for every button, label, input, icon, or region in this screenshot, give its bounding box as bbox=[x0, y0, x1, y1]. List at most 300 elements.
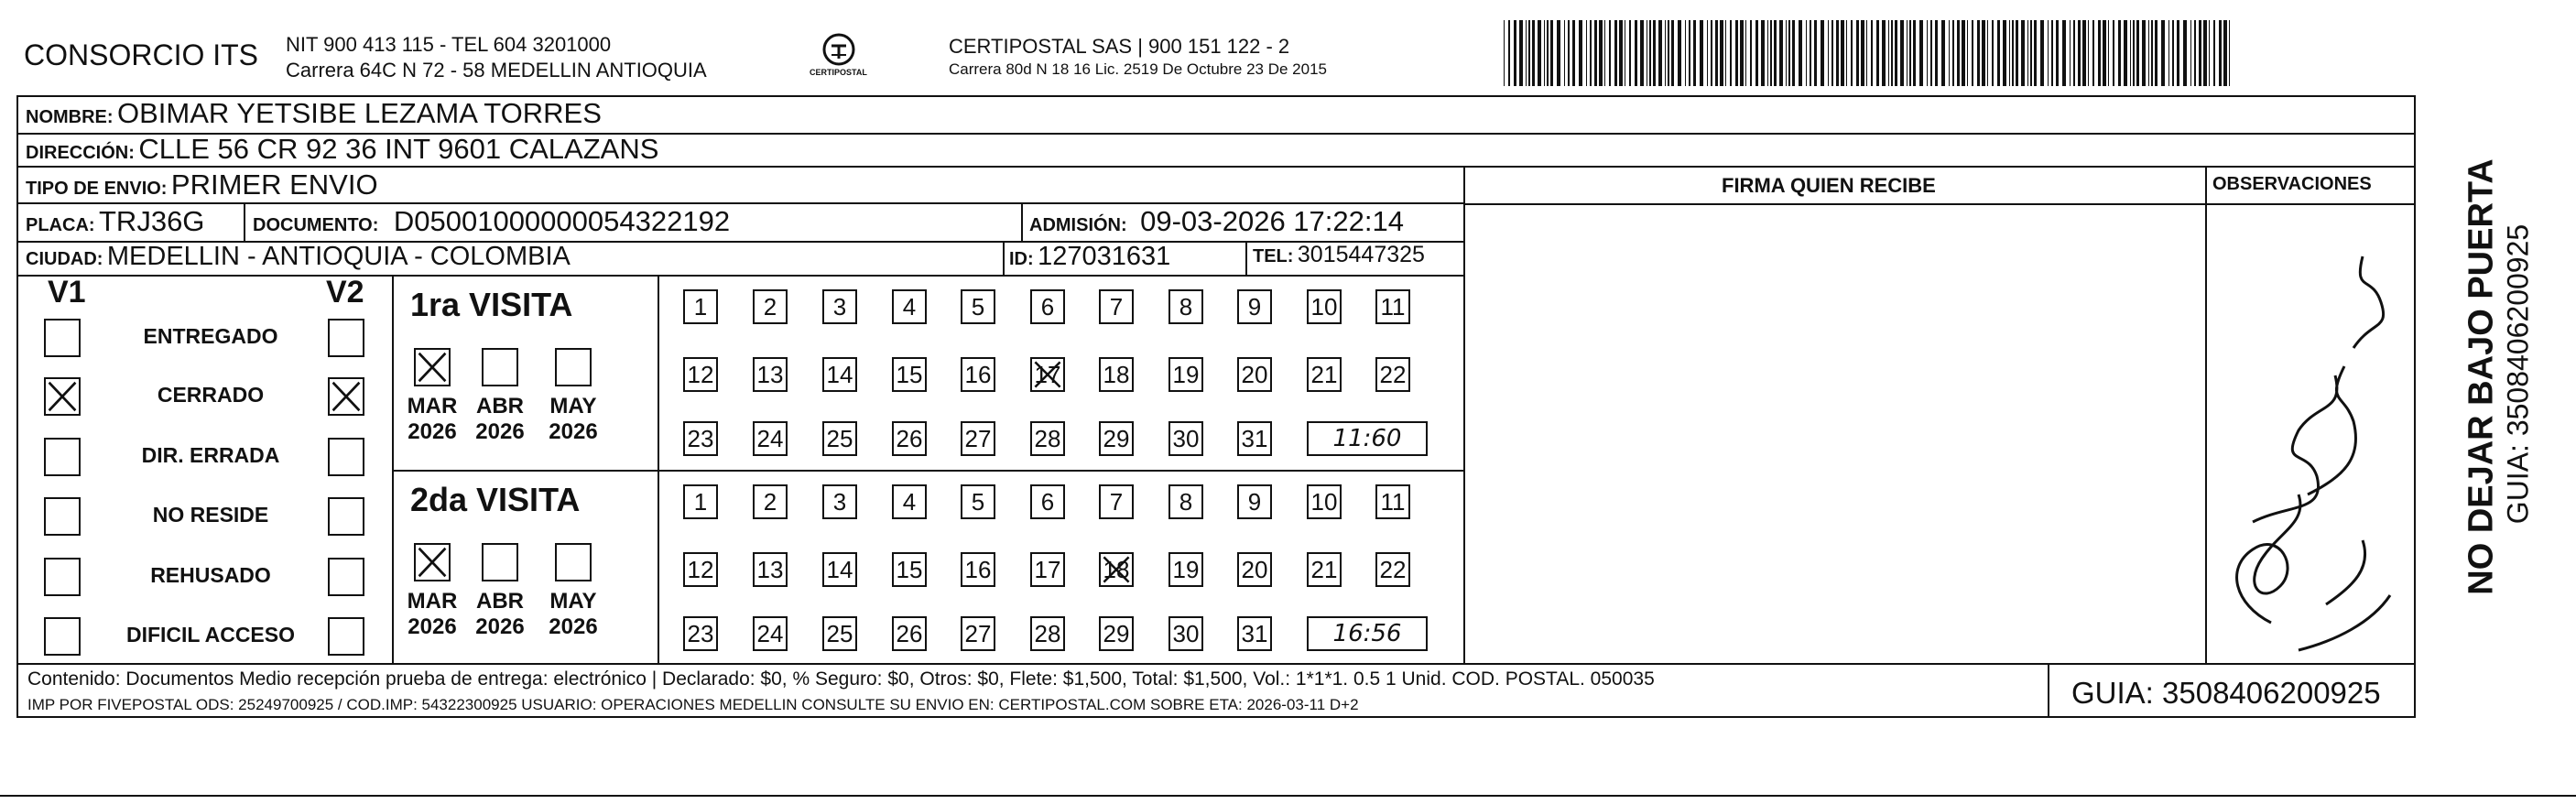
x-mark-icon bbox=[46, 379, 79, 414]
barcode-bar bbox=[1665, 20, 1666, 86]
day-box-25[interactable] bbox=[822, 421, 857, 456]
day-box-22[interactable] bbox=[1375, 552, 1410, 587]
day-box-4[interactable] bbox=[892, 289, 927, 324]
day-box-2[interactable] bbox=[753, 289, 788, 324]
barcode-bar bbox=[1700, 20, 1703, 86]
day-box-26[interactable] bbox=[892, 616, 927, 651]
day-box-22[interactable] bbox=[1375, 357, 1410, 392]
month-checkbox-may[interactable] bbox=[555, 348, 592, 386]
day-box-5[interactable] bbox=[961, 289, 995, 324]
day-box-24[interactable] bbox=[753, 616, 788, 651]
barcode-bar bbox=[1564, 20, 1565, 86]
month-label bbox=[546, 589, 601, 640]
barcode-bar bbox=[2219, 20, 2222, 86]
barcode-bar bbox=[2016, 20, 2018, 86]
day-number: 14 bbox=[826, 555, 853, 583]
barcode-bar bbox=[1949, 20, 1950, 86]
day-box-4[interactable] bbox=[892, 484, 927, 519]
barcode-bar bbox=[1876, 20, 1879, 86]
barcode-bar bbox=[2118, 20, 2121, 86]
day-number: 21 bbox=[1310, 555, 1338, 583]
day-number: 17 bbox=[1034, 555, 1061, 583]
tel-row bbox=[1253, 242, 1425, 268]
day-number: 5 bbox=[971, 292, 985, 321]
day-box-11[interactable] bbox=[1375, 484, 1410, 519]
id-value: 127031631 bbox=[1038, 242, 1171, 271]
barcode-bar bbox=[1836, 20, 1839, 86]
day-box-11[interactable] bbox=[1375, 289, 1410, 324]
day-box-6[interactable] bbox=[1030, 484, 1065, 519]
day-box-25[interactable] bbox=[822, 616, 857, 651]
day-number: 10 bbox=[1310, 487, 1338, 516]
barcode-bar bbox=[2136, 20, 2139, 86]
day-box-7[interactable] bbox=[1099, 289, 1134, 324]
day-box-12[interactable] bbox=[683, 552, 718, 587]
footer-line1: Contenido: Documentos Medio recepción prueba de entrega: electrónico | Declarado: $0, % Seguro: $0, Otros: $0, Flete: $1,500, Total: $1,500, Vol.: 1*1*1. 0.5 1 Unid. COD. POSTAL. 050035 bbox=[27, 668, 1655, 690]
day-box-31[interactable] bbox=[1237, 616, 1272, 651]
day-number: 2 bbox=[763, 487, 777, 516]
month-checkbox-may[interactable] bbox=[555, 543, 592, 581]
barcode-bar bbox=[1895, 20, 1897, 86]
barcode-bar bbox=[1579, 20, 1582, 86]
carrier-line2: Carrera 80d N 18 16 Lic. 2519 De Octubre 23 De 2015 bbox=[949, 60, 1327, 78]
day-box-3[interactable] bbox=[822, 289, 857, 324]
day-number: 9 bbox=[1247, 292, 1262, 321]
day-number: 29 bbox=[1103, 619, 1130, 647]
day-box-8[interactable] bbox=[1168, 289, 1203, 324]
x-mark-icon bbox=[1101, 554, 1132, 585]
day-box-8[interactable] bbox=[1168, 484, 1203, 519]
month-year: 2026 bbox=[475, 614, 525, 639]
barcode-bar bbox=[1586, 20, 1587, 86]
day-number: 16 bbox=[964, 555, 992, 583]
day-box-12[interactable] bbox=[683, 357, 718, 392]
barcode-bar bbox=[1629, 20, 1631, 86]
barcode-bar bbox=[1604, 20, 1605, 86]
observations-header: OBSERVACIONES bbox=[2212, 174, 2372, 194]
barcode-bar bbox=[2009, 20, 2010, 86]
month-checkbox-mar[interactable] bbox=[414, 543, 451, 581]
v2-checkbox-4[interactable] bbox=[328, 558, 364, 596]
barcode-bar bbox=[1590, 20, 1592, 86]
barcode-bar bbox=[1711, 20, 1712, 86]
month-year: 2026 bbox=[408, 419, 457, 444]
barcode-bar bbox=[2203, 20, 2207, 86]
address-row bbox=[26, 133, 658, 166]
day-box-26[interactable] bbox=[892, 421, 927, 456]
day-box-14[interactable] bbox=[822, 552, 857, 587]
day-number: 10 bbox=[1310, 292, 1338, 321]
barcode-bar bbox=[1557, 20, 1560, 86]
day-box-21[interactable] bbox=[1307, 552, 1342, 587]
barcode-bar bbox=[1640, 20, 1644, 86]
day-number: 8 bbox=[1179, 487, 1193, 516]
signature-area bbox=[2216, 220, 2408, 659]
day-box-19[interactable] bbox=[1168, 357, 1203, 392]
barcode-bar bbox=[2142, 20, 2146, 86]
v1-checkbox-2[interactable] bbox=[44, 438, 81, 476]
barcode-bar bbox=[1519, 20, 1523, 86]
day-box-5[interactable] bbox=[961, 484, 995, 519]
v2-checkbox-2[interactable] bbox=[328, 438, 364, 476]
day-number: 28 bbox=[1034, 619, 1061, 647]
month-name: MAY bbox=[549, 589, 597, 614]
barcode-bar bbox=[1685, 20, 1686, 86]
barcode-bar bbox=[2168, 20, 2169, 86]
day-number: 27 bbox=[964, 424, 992, 452]
day-box-28[interactable] bbox=[1030, 421, 1065, 456]
day-box-29[interactable] bbox=[1099, 421, 1134, 456]
day-box-18[interactable] bbox=[1099, 552, 1134, 587]
barcode-bar bbox=[1909, 20, 1911, 86]
barcode-bar bbox=[1977, 20, 1980, 86]
day-box-10[interactable] bbox=[1307, 289, 1342, 324]
month-label bbox=[405, 394, 460, 445]
barcode-bar bbox=[2034, 20, 2037, 86]
day-number: 26 bbox=[896, 619, 923, 647]
sender-name: CONSORCIO ITS bbox=[24, 38, 259, 71]
barcode-bar bbox=[1799, 20, 1802, 86]
v2-checkbox-3[interactable] bbox=[328, 497, 364, 536]
day-number: 2 bbox=[763, 292, 777, 321]
barcode-bar bbox=[2124, 20, 2127, 86]
barcode-bar bbox=[2194, 20, 2196, 86]
day-number: 11 bbox=[1380, 487, 1406, 516]
day-box-20[interactable] bbox=[1237, 357, 1272, 392]
day-number: 23 bbox=[687, 424, 714, 452]
day-number: 16 bbox=[964, 360, 992, 388]
status-label: REHUSADO bbox=[150, 563, 271, 587]
day-number: 5 bbox=[971, 487, 985, 516]
barcode-bar bbox=[2103, 20, 2106, 86]
barcode-bar bbox=[1671, 20, 1674, 86]
day-number: 1 bbox=[693, 487, 708, 516]
plate-value: TRJ36G bbox=[99, 205, 205, 237]
day-box-1[interactable] bbox=[683, 289, 718, 324]
barcode-bar bbox=[1532, 20, 1535, 86]
barcode-bar bbox=[1693, 20, 1696, 86]
recipient-name: OBIMAR YETSIBE LEZAMA TORRES bbox=[117, 97, 602, 129]
barcode-bar bbox=[2051, 20, 2053, 86]
barcode-bar bbox=[1987, 20, 1988, 86]
day-box-6[interactable] bbox=[1030, 289, 1065, 324]
barcode-bar bbox=[2161, 20, 2165, 86]
day-number: 31 bbox=[1241, 424, 1268, 452]
day-number: 30 bbox=[1172, 619, 1200, 647]
v2-checkbox-1[interactable] bbox=[328, 377, 364, 416]
month-checkbox-abr[interactable] bbox=[482, 348, 518, 386]
barcode-bar bbox=[1609, 20, 1611, 86]
day-box-17[interactable] bbox=[1030, 552, 1065, 587]
barcode-bar bbox=[1761, 20, 1765, 86]
barcode-bar bbox=[2148, 20, 2149, 86]
barcode-bar bbox=[1967, 20, 1968, 86]
day-box-13[interactable] bbox=[753, 552, 788, 587]
day-number: 18 bbox=[1103, 360, 1130, 388]
barcode-bar bbox=[1774, 20, 1777, 86]
barcode-bar bbox=[1992, 20, 1994, 86]
barcode-bar bbox=[1767, 20, 1768, 86]
barcode-bar bbox=[1900, 20, 1904, 86]
side-title: NO DEJAR BAJO PUERTA bbox=[2462, 158, 2501, 595]
barcode-bar bbox=[2092, 20, 2094, 86]
day-number: 9 bbox=[1247, 487, 1262, 516]
day-box-18[interactable] bbox=[1099, 357, 1134, 392]
barcode-bar bbox=[2213, 20, 2215, 86]
barcode-bar bbox=[1504, 20, 1505, 86]
day-number: 12 bbox=[687, 360, 714, 388]
barcode-bar bbox=[2108, 20, 2109, 86]
day-box-28[interactable] bbox=[1030, 616, 1065, 651]
barcode-bar bbox=[2190, 20, 2191, 86]
barcode-bar bbox=[1653, 20, 1656, 86]
barcode-bar bbox=[2177, 20, 2179, 86]
barcode-bar bbox=[2073, 20, 2075, 86]
day-number: 31 bbox=[1241, 619, 1268, 647]
day-box-23[interactable] bbox=[683, 616, 718, 651]
v2-checkbox-0[interactable] bbox=[328, 319, 364, 357]
name-label: NOMBRE: bbox=[26, 107, 114, 127]
barcode-bar bbox=[1882, 20, 1886, 86]
month-name: MAY bbox=[549, 394, 597, 418]
barcode-bar bbox=[1930, 20, 1932, 86]
shipment-type: PRIMER ENVIO bbox=[170, 168, 378, 201]
barcode-bar bbox=[1707, 20, 1708, 86]
day-number: 15 bbox=[896, 360, 923, 388]
day-box-16[interactable] bbox=[961, 552, 995, 587]
barcode-bar bbox=[1821, 20, 1824, 86]
day-number: 6 bbox=[1040, 292, 1055, 321]
time-box[interactable] bbox=[1307, 616, 1428, 651]
day-box-29[interactable] bbox=[1099, 616, 1134, 651]
status-label: NO RESIDE bbox=[152, 503, 269, 527]
day-number: 19 bbox=[1172, 555, 1200, 583]
day-box-1[interactable] bbox=[683, 484, 718, 519]
name-row bbox=[26, 97, 602, 130]
address-label: DIRECCIÓN: bbox=[26, 143, 135, 163]
barcode-bar bbox=[1715, 20, 1718, 86]
barcode-bar bbox=[2030, 20, 2032, 86]
day-box-31[interactable] bbox=[1237, 421, 1272, 456]
barcode-bar bbox=[1619, 20, 1623, 86]
day-number: 3 bbox=[832, 292, 847, 321]
barcode-bar bbox=[1788, 20, 1790, 86]
barcode-bar bbox=[1871, 20, 1873, 86]
day-box-19[interactable] bbox=[1168, 552, 1203, 587]
day-number: 6 bbox=[1040, 487, 1055, 516]
barcode-bar bbox=[1678, 20, 1681, 86]
barcode-bar bbox=[1831, 20, 1833, 86]
barcode-bar bbox=[1982, 20, 1985, 86]
barcode-bar bbox=[1649, 20, 1651, 86]
barcode-bar bbox=[2078, 20, 2081, 86]
day-number: 27 bbox=[964, 619, 992, 647]
month-checkbox-abr[interactable] bbox=[482, 543, 518, 581]
barcode-bar bbox=[1927, 20, 1928, 86]
v2-label: V2 bbox=[326, 275, 364, 310]
barcode-bar bbox=[1957, 20, 1960, 86]
barcode-bar bbox=[1735, 20, 1738, 86]
day-box-24[interactable] bbox=[753, 421, 788, 456]
visit-title: 2da VISITA bbox=[410, 481, 581, 518]
barcode-bar bbox=[2183, 20, 2187, 86]
v1-checkbox-3[interactable] bbox=[44, 497, 81, 536]
footer-guia: GUIA: 3508406200925 bbox=[2071, 676, 2381, 710]
barcode bbox=[1502, 20, 2234, 86]
barcode-bar bbox=[2199, 20, 2201, 86]
barcode-bar bbox=[1814, 20, 1817, 86]
barcode-bar bbox=[1635, 20, 1637, 86]
barcode-bar bbox=[1846, 20, 1847, 86]
logo-text: CERTIPOSTAL bbox=[810, 68, 867, 77]
barcode-bar bbox=[1891, 20, 1893, 86]
barcode-bar bbox=[1730, 20, 1732, 86]
day-number: 24 bbox=[756, 424, 784, 452]
barcode-bar bbox=[2130, 20, 2131, 86]
day-box-23[interactable] bbox=[683, 421, 718, 456]
day-number: 8 bbox=[1179, 292, 1193, 321]
day-number: 15 bbox=[896, 555, 923, 583]
day-box-15[interactable] bbox=[892, 357, 927, 392]
barcode-bar bbox=[1550, 20, 1553, 86]
month-name: ABR bbox=[476, 394, 524, 418]
day-box-30[interactable] bbox=[1168, 616, 1203, 651]
carrier-logo bbox=[811, 29, 866, 84]
carrier-line1: CERTIPOSTAL SAS | 900 151 122 - 2 bbox=[949, 35, 1290, 58]
day-number: 4 bbox=[902, 487, 917, 516]
status-label: DIFICIL ACCESO bbox=[125, 623, 295, 646]
day-number: 29 bbox=[1103, 424, 1130, 452]
barcode-bar bbox=[1841, 20, 1844, 86]
type-row bbox=[26, 168, 378, 201]
v1-checkbox-4[interactable] bbox=[44, 558, 81, 596]
doc-value: D05001000000054322192 bbox=[393, 205, 731, 237]
day-number: 28 bbox=[1034, 424, 1061, 452]
barcode-bar bbox=[1745, 20, 1746, 86]
day-box-10[interactable] bbox=[1307, 484, 1342, 519]
day-box-30[interactable] bbox=[1168, 421, 1203, 456]
v1-checkbox-5[interactable] bbox=[44, 617, 81, 656]
x-mark-icon bbox=[1032, 359, 1063, 390]
city-label: CIUDAD: bbox=[26, 249, 103, 269]
barcode-bar bbox=[1828, 20, 1829, 86]
barcode-bar bbox=[1962, 20, 1965, 86]
barcode-bar bbox=[2088, 20, 2089, 86]
month-name: MAR bbox=[407, 589, 458, 614]
v2-checkbox-5[interactable] bbox=[328, 617, 364, 656]
month-name: MAR bbox=[407, 394, 458, 418]
month-label bbox=[405, 589, 460, 640]
v1-checkbox-1[interactable] bbox=[44, 377, 81, 416]
barcode-bar bbox=[1614, 20, 1617, 86]
day-box-27[interactable] bbox=[961, 616, 995, 651]
bottom-rule bbox=[0, 795, 2576, 797]
day-box-14[interactable] bbox=[822, 357, 857, 392]
day-box-21[interactable] bbox=[1307, 357, 1342, 392]
plate-label: PLACA: bbox=[26, 215, 95, 235]
day-box-13[interactable] bbox=[753, 357, 788, 392]
barcode-bar bbox=[2113, 20, 2114, 86]
id-label: ID: bbox=[1009, 249, 1034, 269]
barcode-bar bbox=[1913, 20, 1916, 86]
x-mark-icon bbox=[330, 379, 363, 414]
barcode-bar bbox=[2098, 20, 2101, 86]
barcode-bar bbox=[2155, 20, 2158, 86]
time-box[interactable] bbox=[1307, 421, 1428, 456]
barcode-bar bbox=[1972, 20, 1973, 86]
barcode-bar bbox=[1599, 20, 1603, 86]
barcode-bar bbox=[2172, 20, 2174, 86]
day-box-9[interactable] bbox=[1237, 484, 1272, 519]
barcode-bar bbox=[1526, 20, 1527, 86]
x-mark-icon bbox=[416, 350, 449, 385]
barcode-bar bbox=[1720, 20, 1723, 86]
barcode-bar bbox=[2012, 20, 2014, 86]
day-number: 22 bbox=[1379, 360, 1407, 388]
barcode-bar bbox=[2003, 20, 2006, 86]
day-number: 17 bbox=[1034, 360, 1061, 388]
month-year: 2026 bbox=[549, 419, 598, 444]
day-box-16[interactable] bbox=[961, 357, 995, 392]
barcode-bar bbox=[1770, 20, 1772, 86]
type-label: TIPO DE ENVIO: bbox=[26, 179, 168, 199]
day-box-20[interactable] bbox=[1237, 552, 1272, 587]
barcode-bar bbox=[2021, 20, 2025, 86]
barcode-bar bbox=[1547, 20, 1549, 86]
barcode-bar bbox=[1919, 20, 1923, 86]
barcode-bar bbox=[1750, 20, 1752, 86]
month-checkbox-mar[interactable] bbox=[414, 348, 451, 386]
city-value: MEDELLIN - ANTIOQUIA - COLOMBIA bbox=[106, 242, 571, 271]
day-number: 14 bbox=[826, 360, 853, 388]
id-row bbox=[1009, 242, 1170, 272]
side-guia: GUIA: 3508406200925 bbox=[2501, 223, 2535, 525]
month-label bbox=[546, 394, 601, 445]
day-number: 25 bbox=[826, 424, 853, 452]
barcode-bar bbox=[1779, 20, 1783, 86]
v1-checkbox-0[interactable] bbox=[44, 319, 81, 357]
month-year: 2026 bbox=[549, 614, 598, 639]
barcode-graphic bbox=[1502, 20, 2234, 86]
doc-label: DOCUMENTO: bbox=[253, 215, 379, 235]
signature-header: FIRMA QUIEN RECIBE bbox=[1722, 174, 1936, 197]
day-box-9[interactable] bbox=[1237, 289, 1272, 324]
city-row bbox=[26, 242, 571, 272]
v1-label: V1 bbox=[48, 275, 86, 310]
day-box-15[interactable] bbox=[892, 552, 927, 587]
plate-row bbox=[26, 205, 204, 238]
barcode-bar bbox=[1907, 20, 1908, 86]
barcode-bar bbox=[1755, 20, 1758, 86]
day-number: 20 bbox=[1241, 360, 1268, 388]
time-written: 16:56 bbox=[1332, 620, 1402, 647]
status-label: CERRADO bbox=[157, 383, 265, 407]
day-box-3[interactable] bbox=[822, 484, 857, 519]
day-box-7[interactable] bbox=[1099, 484, 1134, 519]
time-written: 11:60 bbox=[1332, 425, 1402, 452]
day-number: 18 bbox=[1103, 555, 1130, 583]
barcode-bar bbox=[1572, 20, 1575, 86]
barcode-bar bbox=[1866, 20, 1867, 86]
admission-row bbox=[1029, 205, 1404, 238]
day-number: 13 bbox=[756, 360, 784, 388]
day-box-27[interactable] bbox=[961, 421, 995, 456]
x-mark-icon bbox=[416, 545, 449, 580]
day-box-2[interactable] bbox=[753, 484, 788, 519]
day-number: 7 bbox=[1109, 487, 1124, 516]
barcode-bar bbox=[1725, 20, 1726, 86]
day-box-17[interactable] bbox=[1030, 357, 1065, 392]
